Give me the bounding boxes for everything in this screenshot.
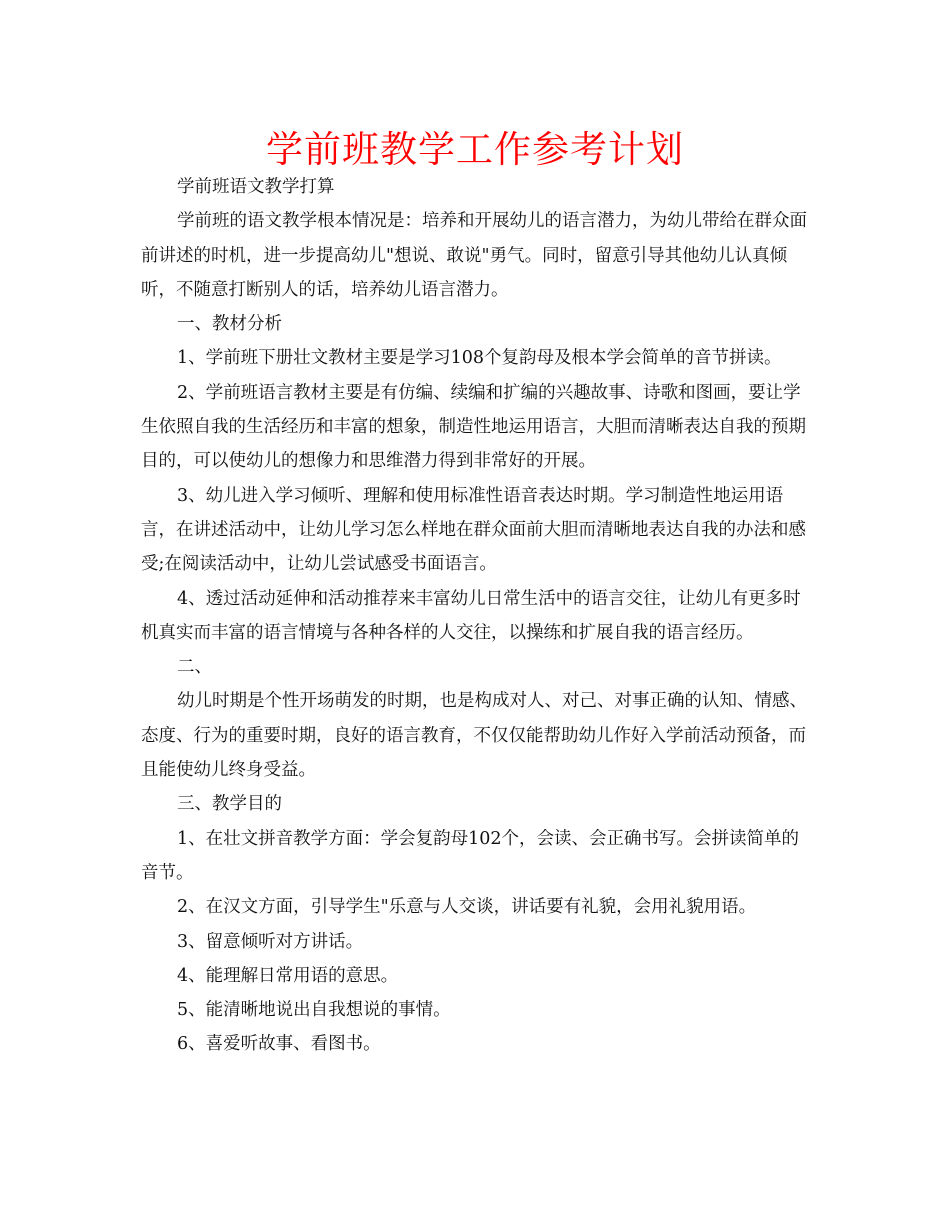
- section-heading-two: 二、: [177, 657, 212, 678]
- goal-item-2: 2、在汉文方面，引导学生"乐意与人交谈，讲话要有礼貌，会用礼貌用语。: [177, 897, 757, 918]
- section-heading-goals: 三、教学目的: [177, 794, 282, 815]
- goal-item-6: 6、喜爱听故事、看图书。: [177, 1034, 381, 1055]
- document-title: 学前班教学工作参考计划: [266, 128, 684, 171]
- paragraph-materials-4: 4、透过活动延伸和活动推荐来丰富幼儿日常生活中的语言交往，让幼儿有更多时机真实而丰富的语言情境与各种各样的人交往，以操练和扩展自我的语言经历。: [141, 588, 801, 643]
- goal-item-3: 3、留意倾听对方讲话。: [177, 931, 364, 952]
- paragraph-overview: 学前班的语文教学根本情况是：培养和开展幼儿的语言潜力，为幼儿带给在群众面前讲述的时机，进一步提高幼儿"想说、敢说"勇气。同时，留意引导其他幼儿认真倾听，不随意打断别人的话，培养幼儿语言潜力。: [141, 211, 807, 300]
- goal-item-5: 5、能清晰地说出自我想说的事情。: [177, 1000, 451, 1021]
- paragraph-materials-2: 2、学前班语言教材主要是有仿编、续编和扩编的兴趣故事、诗歌和图画，要让学生依照自我的生活经历和丰富的想象，制造性地运用语言，大胆而清晰表达自我的预期目的，可以使幼儿的想像力和思维潜力得到非常好的开展。: [141, 382, 806, 472]
- document-body: [141, 170, 811, 1062]
- goal-item-1: 1、在壮文拼音教学方面：学会复韵母102个，会读、会正确书写。会拼读简单的音节。: [141, 828, 800, 883]
- paragraph-plan-heading: 学前班语文教学打算: [177, 177, 335, 197]
- paragraph-materials-3: 3、幼儿进入学习倾听、理解和使用标准性语音表达时期。学习制造性地运用语言，在讲述活动中，让幼儿学习怎么样地在群众面前大胆而清晰地表达自我的办法和感受;在阅读活动中，让幼儿尝试感受书面语言。: [141, 485, 806, 575]
- paragraph-early-childhood: 幼儿时期是个性开场萌发的时期，也是构成对人、对己、对事正确的认知、情感、态度、行为的重要时期，良好的语言教育，不仅仅能帮助幼儿作好入学前活动预备，而且能使幼儿终身受益。: [141, 691, 807, 781]
- paragraph-materials-1: 1、学前班下册壮文教材主要是学习108个复韵母及根本学会简单的音节拼读。: [177, 348, 782, 369]
- goal-item-4: 4、能理解日常用语的意思。: [177, 965, 399, 986]
- section-heading-materials: 一、教材分析: [177, 314, 282, 335]
